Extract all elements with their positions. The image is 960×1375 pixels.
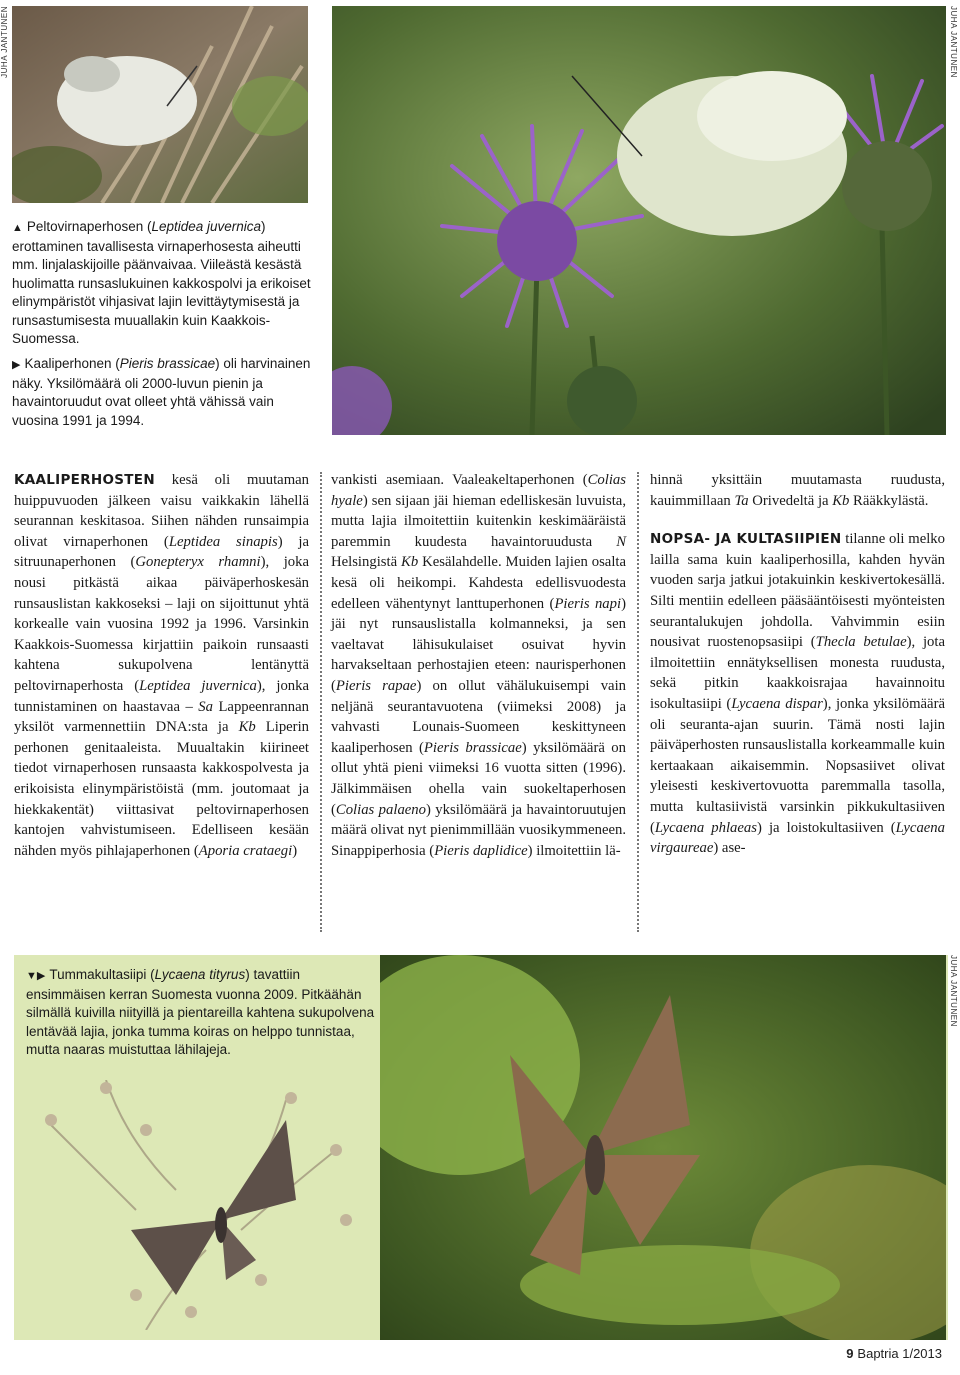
caption-tityrus: ▼▶ Tummakultasiipi (Lycaena tityrus) tavattiin ensimmäisen kerran Suomesta vuonna 2009. Pitkäähän silmällä kuivilla niityillä ja pientareilla kahtena sukupolvena lentävää lajia, jonka tumma koiras on helppo tunnistaa, mutta naaras muistuttaa lähilajeja.: [26, 967, 375, 1057]
column-divider: [320, 472, 322, 932]
photo-leptidea-juvernica: [12, 6, 308, 203]
caption-marker-icon: ▼▶: [26, 970, 46, 982]
article-column-1: [14, 470, 309, 861]
photo-lycaena-tityrus-male: [26, 1080, 376, 1330]
column-divider: [637, 472, 639, 932]
species-name: Leptidea juvernica: [151, 219, 262, 234]
caption-marker-icon: ▲: [12, 222, 23, 234]
article-paragraph: KAALIPERHOSTEN kesä oli muutaman huippuvuoden jälkeen vaisu vaikkakin lähellä seurannan keskitasoa. Siihen nähden runsaimpia olivat virnaperhonen (Leptidea sinapis) ja sitruunaperhonen (Gonepteryx rhamni), joka nousi pitkästä aikaa päiväperhoskesän runsauslistan kakkoseksi – laji on sijoittunut yhtä korkealle vain vuosina 1992 ja 1996. Varsinkin Kaakkois-Suomessa kirjattiin paikoin runsaasti kahtena sukupolvena lentänyttä peltovirnaperhosta (Leptidea juvernica), jonka tunnistaminen on haastavaa – Sa Lappeenrannan yksilöt varmennettiin DNA:sta ja Kb Liperin perhonen genitaaleista. Muualtakin kiirineet tiedot virnaperhosen runsaasta kakkospolvesta ja erikoisista elinympäristöistä (mm. joutomaat ja hiekkakentät) viittasivat peltovirnaperhosen kantojen vahvistumiseen. Edelliseen kesään nähden myös pihlajaperhonen (Aporia crataegi): [14, 472, 310, 859]
article-paragraph: hinnä yksittäin muutamasta ruudusta, kauimmillaan Ta Orivedeltä ja Kb Rääkkylästä.: [650, 472, 945, 509]
photo-credit-top-right: JUHA JANTUNEN: [949, 6, 958, 78]
photo-credit-top-left: JUHA JANTUNEN: [0, 6, 9, 78]
caption-text: Peltovirnaperhosen (: [26, 219, 152, 234]
section-lead: NOPSA- JA KULTASIIPIEN: [650, 531, 842, 548]
caption-brassicae: [12, 355, 312, 440]
issue-label: Baptria 1/2013: [857, 1346, 942, 1361]
caption-text: ) erottaminen tavallisesta virnaperhosesta aiheutti mm. linjalaskijoille päänvaivaa. Viileästä kesästä huolimatta runsaslukuinen kakkospolvi ja erikoiset elinympäristöt vihjasivat lajin levittäytymisestä ja runsastumisesta muuallakin kuin Kaakkois-Suomessa.: [12, 219, 311, 346]
page-number: 9: [846, 1346, 854, 1361]
photo-pieris-brassicae: [332, 6, 946, 435]
caption-leptidea: [12, 218, 312, 359]
article-paragraph: NOPSA- JA KULTASIIPIEN tilanne oli melko lailla sama kuin kaaliperhosilla, kahden hyvän vuoden sarja jatkui jotakuinkin keskivertokesällä. Silti mentiin edelleen pääsääntöisesti myönteisten seurantalukujen johdolla. Vahvimmin esiin nousivat ruostenopsasiipi (Thecla betulae), jota ilmoitettiin ennätyksellisen monesta ruudusta, sekä pitkin kaakkoisrajaa havainnoitu isokultasiipi (Lycaena dispar), jonka yksilömäärä oli seuranta-ajan suurin. Tämä nosti lajin päiväperhosten runsauslistalla korkeammalle kuin kertaakaan aikaisemmin. Nopsasiivet olivat yleisesti keskivertovuotta paremmalla tasolla, mutta kultasiivistä varsinkin pikkukultasiiven (Lycaena phlaeas) ja loistokultasiiven (Lycaena virgaureae) ase-: [650, 531, 945, 857]
article-paragraph: vankisti asemiaan. Vaaleakeltaperhonen (Colias hyale) sen sijaan jäi hieman edelliskesän luvuista, mutta lajia ilmoitettiin kuitenkin keskimääräistä paremmin kuudesta havaintoruudusta N Helsingistä Kb Kesälahdelle. Muiden lajien osalta kesä oli heikompi. Kahdesta edellisvuodesta edelleen vähentynyt lanttuperhonen (Pieris napi) jäi nyt runsauslistalla kolmanneksi, ja sen vaeltavat lähisukulaiset osuivat hyvin harvakseltaan perhostajien eteen: naurisperhonen (Pieris rapae) on ollut vähälukuisempi vain neljänä seurantavuotena (viimeksi 2008) ja vahvasti Lounais-Suomeen keskittyneen kaaliperhosen (Pieris brassicae) yksilömäärä on ollut yhtä pieni viimeksi 16 vuotta sitten (1996). Jälkimmäisen ohella vain suokeltaperhosen (Colias palaeno) yksilömäärä ja havaintoruutujen määrä olivat nyt pienimmillään vuosikymmeneen. Sinappiperhosia (Pieris daplidice) ilmoitettiin lä-: [331, 472, 627, 859]
article-column-3: [650, 470, 945, 859]
species-name: Pieris brassicae: [119, 356, 216, 371]
caption-text: ) oli harvinainen näky. Yksilömäärä oli 2000-luvun pienin ja havaintoruudut ovat olleet yhtä vähissä vain vuosina 1991 ja 1994.: [12, 356, 311, 428]
section-lead: KAALIPERHOSTEN: [14, 472, 155, 488]
caption-text: Kaaliperhonen (: [24, 356, 120, 371]
photo-credit-bottom-right: JUHA JANTUNEN: [949, 955, 958, 1027]
page-footer: [846, 1346, 942, 1361]
photo-lycaena-tityrus-female: [380, 955, 946, 1340]
caption-marker-icon: ▶: [12, 359, 21, 371]
article-column-2: [331, 470, 626, 861]
